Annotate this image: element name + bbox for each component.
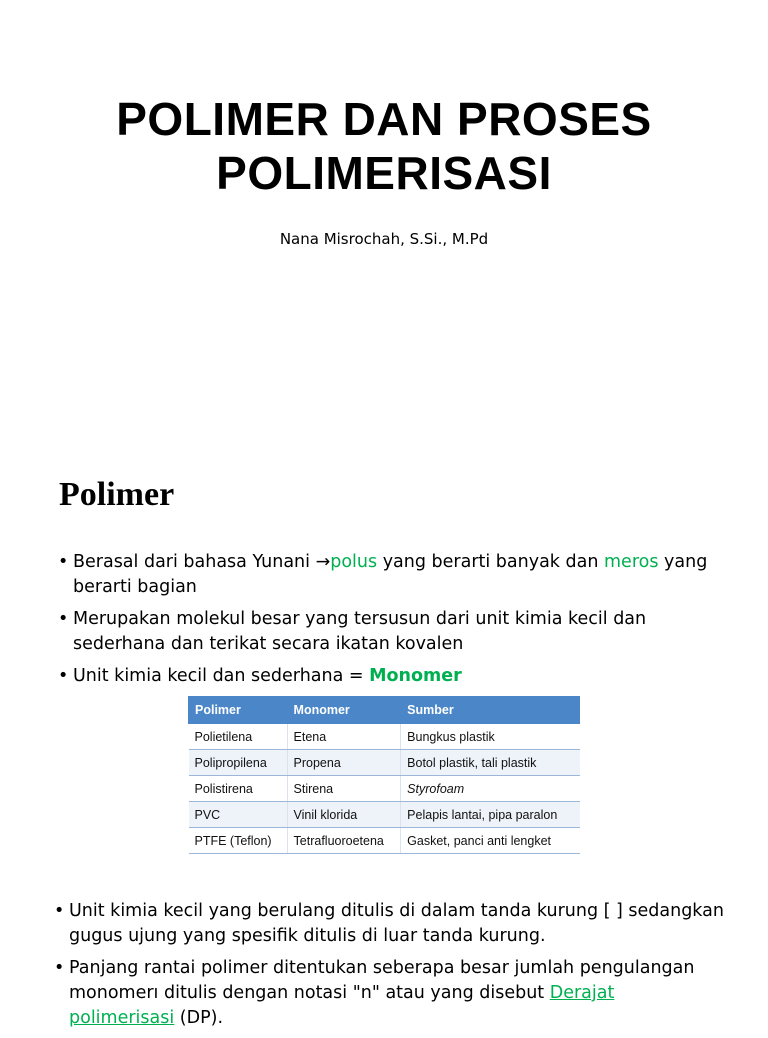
table-row <box>189 828 580 854</box>
bullet-origin <box>58 550 718 600</box>
table-cell: Polietilena <box>189 724 288 750</box>
table-row <box>189 802 580 828</box>
table-header-cell: Polimer <box>189 697 288 724</box>
table-row <box>189 776 580 802</box>
bullet-brackets <box>54 899 724 949</box>
bullet-monomer-pre: Unit kimia kecil dan sederhana = <box>73 666 370 686</box>
section-heading: Polimer <box>59 476 175 513</box>
table-cell: Vinil klorida <box>287 802 401 828</box>
table-cell: Pelapis lantai, pipa paralon <box>401 802 580 828</box>
bullet-origin-pre: Berasal dari bahasa Yunani → <box>73 552 331 572</box>
term-monomer: Monomer <box>369 666 462 686</box>
table-cell: Polistirena <box>189 776 288 802</box>
table-cell: Gasket, panci anti lengket <box>401 828 580 854</box>
slide-title-line-2: POLIMERISASI <box>216 147 552 199</box>
bullet-definition-text: Merupakan molekul besar yang tersusun dari unit kimia kecil dan sederhana dan terikat secara ikatan kovalen <box>73 609 647 654</box>
bullet-brackets-text: Unit kimia kecil yang berulang ditulis di dalam tanda kurung [ ] sedangkan gugus ujung yang spesifik ditulis di luar tanda kurung. <box>69 901 724 946</box>
table-cell: Styrofoam <box>401 776 580 802</box>
polymer-table <box>188 696 580 854</box>
table-cell: PTFE (Teflon) <box>189 828 288 854</box>
table-cell: PVC <box>189 802 288 828</box>
table-header-cell: Sumber <box>401 697 580 724</box>
table-cell: Polipropilena <box>189 750 288 776</box>
table-cell: Tetrafluoroetena <box>287 828 401 854</box>
term-derajat-polimerisasi: Derajat polimerisasi <box>69 983 615 1028</box>
table-row <box>189 750 580 776</box>
table-cell: Etena <box>287 724 401 750</box>
author-name: Nana Misrochah, S.Si., M.Pd <box>279 230 489 248</box>
table-cell: Stirena <box>287 776 401 802</box>
table-header-row <box>189 697 580 724</box>
bullet-origin-mid: yang berarti banyak dan <box>377 552 604 572</box>
table-cell: Botol plastik, tali plastik <box>401 750 580 776</box>
definition-list <box>58 550 718 696</box>
table-cell: Bungkus plastik <box>401 724 580 750</box>
table-cell: Propena <box>287 750 401 776</box>
slide-title-line-1: POLIMER DAN PROSES <box>116 93 652 145</box>
notes-list <box>54 899 724 1038</box>
table-row <box>189 724 580 750</box>
bullet-monomer <box>58 664 718 689</box>
table-header-cell: Monomer <box>287 697 401 724</box>
term-polus: polus <box>330 552 378 572</box>
bullet-chain-length-pre: Panjang rantai polimer ditentukan seberapa besar jumlah pengulangan monomerı ditulis dengan notasi "n" atau yang disebut <box>69 958 695 1003</box>
bullet-origin-post: yang berarti bagian <box>73 552 708 597</box>
slide-title <box>0 92 768 200</box>
bullet-chain-length <box>54 956 724 1031</box>
bullet-definition <box>58 607 718 657</box>
bullet-chain-length-post: (DP). <box>174 1008 224 1028</box>
term-meros: meros <box>604 552 659 572</box>
